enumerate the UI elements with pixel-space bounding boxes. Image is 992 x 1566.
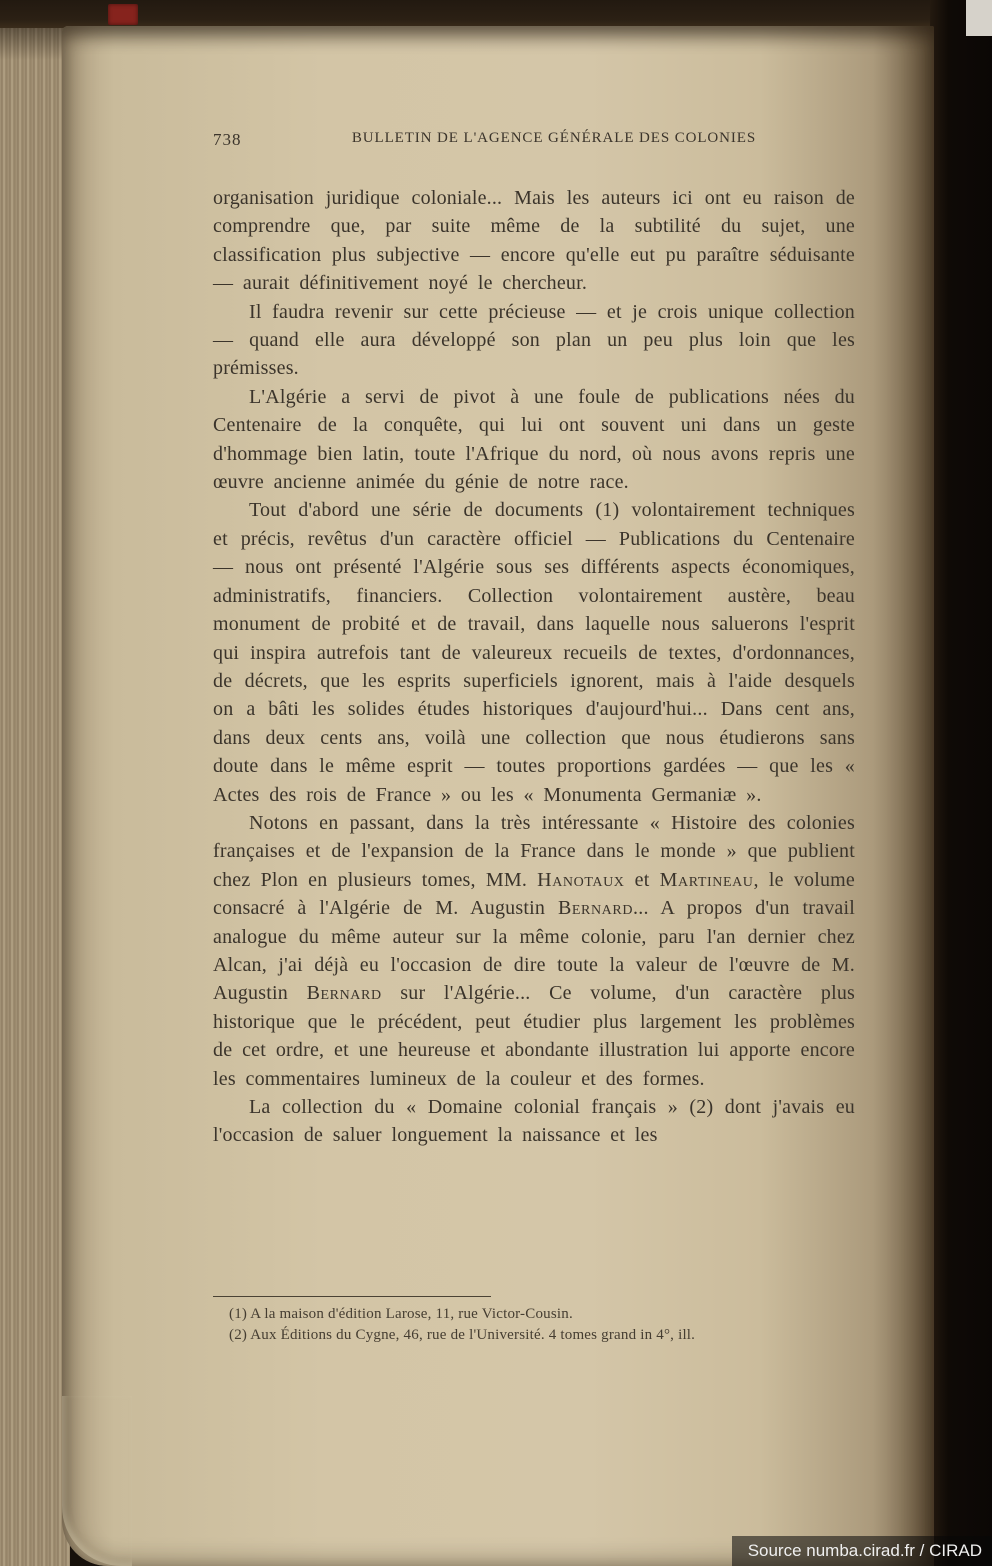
printed-content xyxy=(213,130,855,1150)
footnote: (2) Aux Éditions du Cygne, 46, rue de l'Université. 4 tomes grand in 4°, ill. xyxy=(229,1327,696,1343)
paragraph: La collection du « Domaine colonial français » (2) dont j'avais eu l'occasion de saluer longuement la naissance et les xyxy=(213,1096,855,1147)
footnotes xyxy=(213,1296,855,1346)
paragraph: organisation juridique coloniale... Mais les auteurs ici ont eu raison de comprendre que, par suite même de la subtilité du sujet, une classification plus subjective — encore qu'elle eut pu paraître séduisante — aurait définitivement noyé le chercheur. xyxy=(213,187,855,295)
page-edge-stack xyxy=(0,0,70,1566)
book-top-edge xyxy=(0,0,992,28)
book-binding xyxy=(930,0,992,1566)
footnote-rule xyxy=(213,1296,491,1297)
paragraph: Il faudra revenir sur cette précieuse — et je crois unique collection — quand elle aura développé son plan un peu plus loin que les prémisses. xyxy=(213,300,855,380)
footnote: (1) A la maison d'édition Larose, 11, rue Victor-Cousin. xyxy=(229,1306,573,1322)
paragraph: Notons en passant, dans la très intéressante « Histoire des colonies françaises et de l'expansion de la France dans le monde » que publient chez Plon en plusieurs tomes, MM. Hanotaux et Martineau, le volume consacré à l'Algérie de M. Augustin Bernard... A propos d'un travail analogue du même auteur sur la même colonie, paru l'an dernier chez Alcan, j'ai déjà eu l'occasion de dire toute la valeur de l'œuvre de M. Augustin Bernard sur l'Algérie... Ce volume, d'un caractère plus historique que le précédent, peut étudier plus largement les problèmes de cet ordre, et une heureuse et abondante illustration lui apporte encore les commentaires lumineux de la couleur et des formes. xyxy=(213,811,856,1090)
source-attribution-text: Source numba.cirad.fr / CIRAD xyxy=(747,1541,982,1560)
page-number: 738 xyxy=(213,130,242,149)
body-text xyxy=(213,184,855,1150)
running-header: BULLETIN DE L'AGENCE GÉNÉRALE DES COLONIES xyxy=(351,130,757,146)
source-attribution-bar xyxy=(732,1536,992,1566)
scanner-background-corner xyxy=(966,0,992,36)
red-edge-stamp xyxy=(108,4,138,25)
page-curl xyxy=(62,1396,132,1566)
page-header xyxy=(213,130,855,150)
paragraph: L'Algérie a servi de pivot à une foule de publications nées du Centenaire de la conquête, qui lui ont souvent uni dans un geste d'hommage bien latin, toute l'Afrique du nord, où nous avons repris une œuvre ancienne animée du génie de notre race. xyxy=(213,385,855,494)
paragraph: Tout d'abord une série de documents (1) volontairement techniques et précis, revêtus d'un caractère officiel — Publications du Centenaire — nous ont présenté l'Algérie sous ses différents aspects économiques, administratifs, financiers. Collection volontairement austère, beau monument de probité et de travail, dans laquelle nous saluerons l'esprit qui inspira autrefois tant de valeureux recueils de textes, d'ordonnances, de décrets, que les esprits superficiels ignorent, mais à l'aide desquels on a bâti les solides études historiques d'aujourd'hui... Dans cent ans, dans deux cents ans, voilà une collection que nous étudierons sans doute dans le même esprit — toutes proportions gardées — que les « Actes des rois de France » ou les « Monumenta Germaniæ ». xyxy=(213,499,855,806)
